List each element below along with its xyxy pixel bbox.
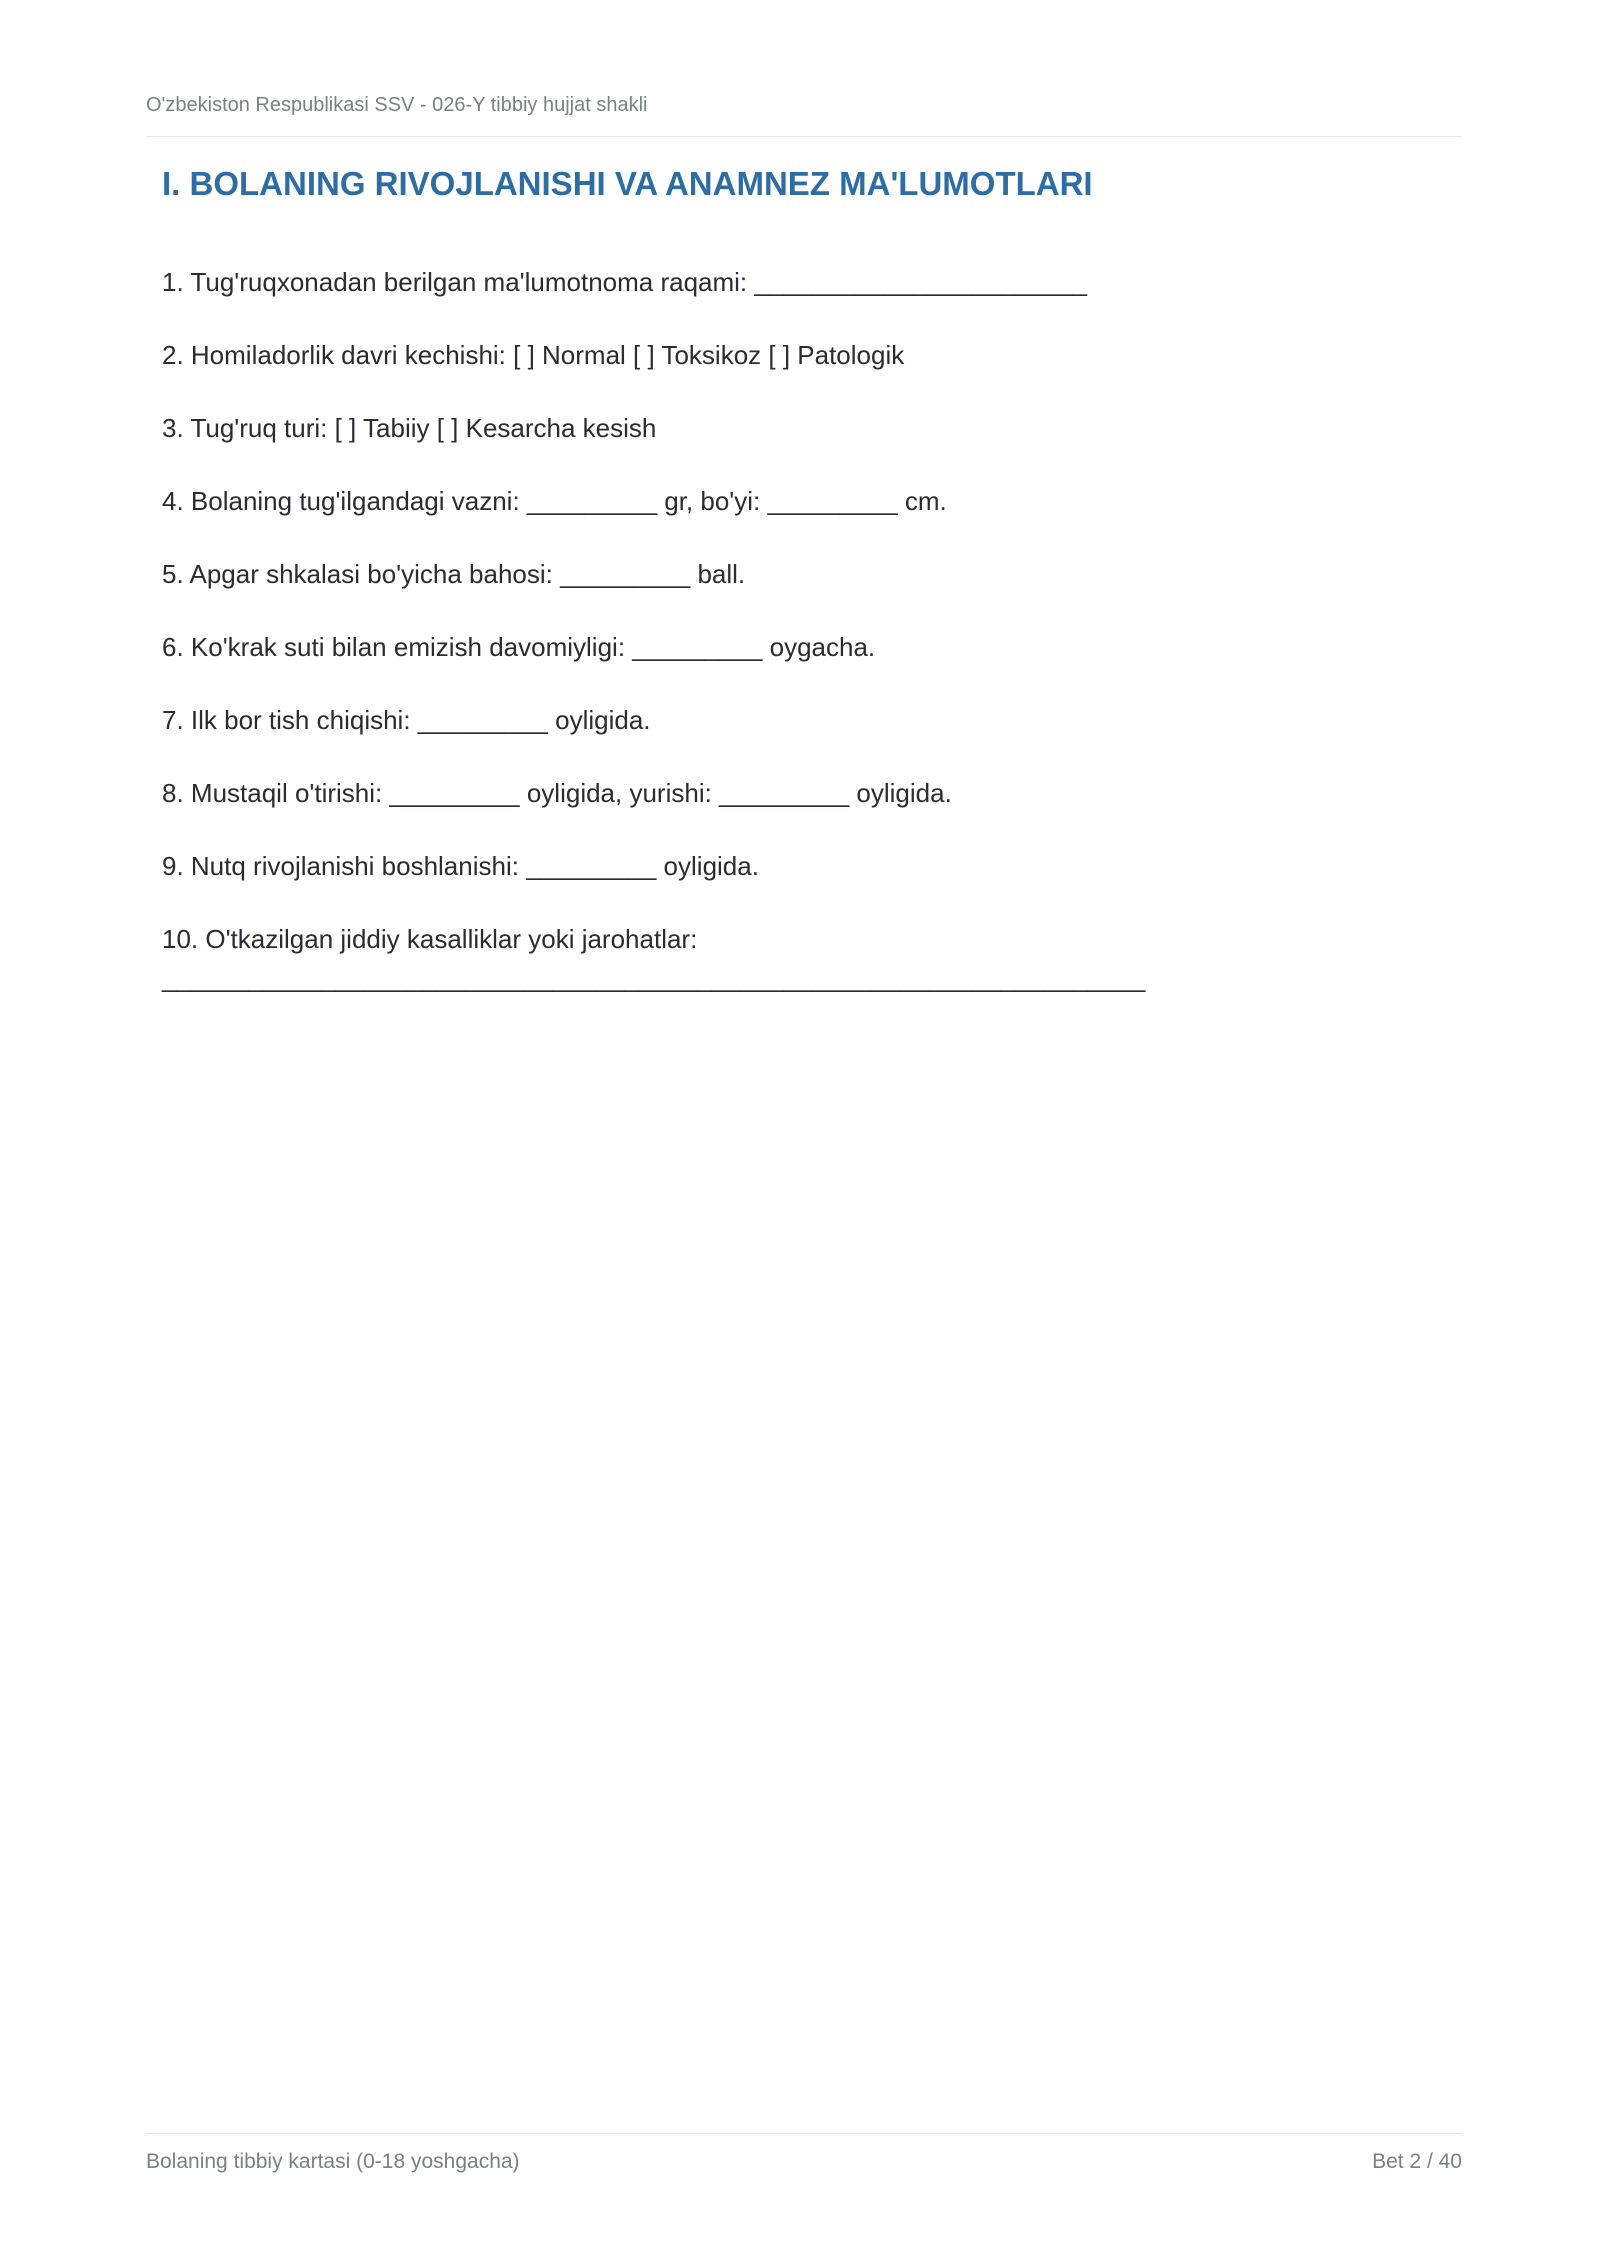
item-birth-weight-height: 4. Bolaning tug'ilgandagi vazni: _________ gr, bo'yi: _________ cm. <box>162 486 947 516</box>
item-birth-certificate-number: 1. Tug'ruqxonadan berilgan ma'lumotnoma raqami: _______________________ <box>162 267 1087 297</box>
footer-page-number: Bet 2 / 40 <box>1372 2150 1462 2173</box>
item-speech-development: 9. Nutq rivojlanishi boshlanishi: _________ oyligida. <box>162 851 759 881</box>
item-serious-illnesses-answer-line: ____________________________________________________________________ <box>162 963 1146 993</box>
item-first-tooth: 7. Ilk bor tish chiqishi: _________ oyligida. <box>162 705 651 735</box>
page-header <box>146 90 1462 137</box>
item-sitting-walking: 8. Mustaqil o'tirishi: _________ oyligida, yurishi: _________ oyligida. <box>162 778 952 808</box>
section-title: I. BOLANING RIVOJLANISHI VA ANAMNEZ MA'LUMOTLARI <box>162 165 1093 202</box>
item-breastfeeding-duration: 6. Ko'krak suti bilan emizish davomiyligi: _________ oygacha. <box>162 632 876 662</box>
item-delivery-type: 3. Tug'ruq turi: [ ] Tabiiy [ ] Kesarcha kesish <box>162 413 657 443</box>
header-text: O'zbekiston Respublikasi SSV - 026-Y tibbiy hujjat shakli <box>146 94 648 116</box>
item-serious-illnesses: 10. O'tkazilgan jiddiy kasalliklar yoki jarohatlar: <box>162 924 698 954</box>
footer-document-title: Bolaning tibbiy kartasi (0-18 yoshgacha) <box>146 2150 520 2173</box>
item-pregnancy-course: 2. Homiladorlik davri kechishi: [ ] Normal [ ] Toksikoz [ ] Patologik <box>162 340 905 370</box>
page-footer <box>146 2133 1462 2194</box>
item-apgar-score: 5. Apgar shkalasi bo'yicha bahosi: _________ ball. <box>162 559 746 589</box>
